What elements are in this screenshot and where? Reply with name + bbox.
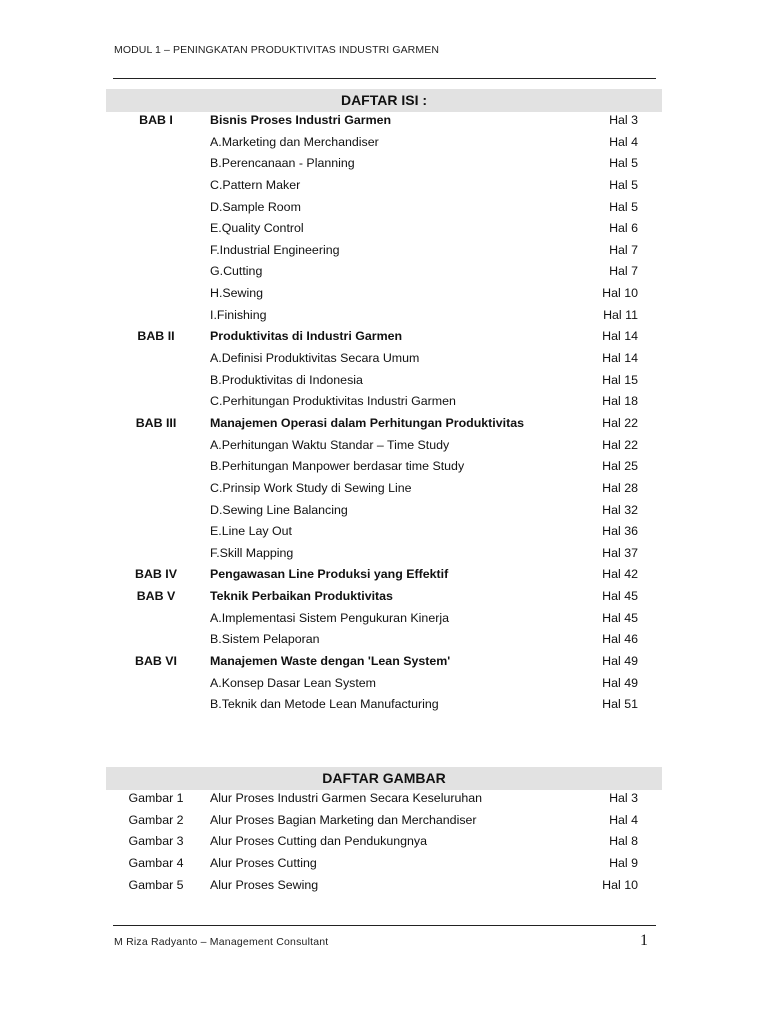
toc-chapter-row[interactable] bbox=[106, 564, 662, 586]
toc-section-row[interactable] bbox=[106, 305, 662, 327]
page-ref: Hal 11 bbox=[603, 307, 638, 322]
header-rule bbox=[113, 78, 656, 79]
page-ref: Hal 25 bbox=[602, 459, 638, 474]
chapter-label: BAB III bbox=[135, 415, 177, 430]
footer-rule bbox=[113, 925, 656, 926]
page-ref: Hal 4 bbox=[609, 812, 638, 827]
figure-title: Alur Proses Cutting dan Pendukungnya bbox=[210, 834, 427, 849]
page-ref: Hal 45 bbox=[602, 610, 638, 625]
toc-section-row[interactable] bbox=[106, 673, 662, 695]
toc-section-row[interactable] bbox=[106, 240, 662, 262]
entry-title: F.Industrial Engineering bbox=[210, 242, 340, 257]
entry-title: B.Produktivitas di Indonesia bbox=[210, 372, 363, 387]
figures-title: DAFTAR GAMBAR bbox=[106, 767, 662, 790]
page-ref: Hal 7 bbox=[609, 242, 638, 257]
page-ref: Hal 49 bbox=[602, 675, 638, 690]
page-ref: Hal 18 bbox=[602, 394, 638, 409]
page-ref: Hal 45 bbox=[602, 589, 638, 604]
page-ref: Hal 10 bbox=[602, 877, 638, 892]
entry-title: Produktivitas di Industri Garmen bbox=[210, 329, 403, 344]
toc-chapter-row[interactable] bbox=[106, 110, 662, 132]
entry-title: G.Cutting bbox=[210, 264, 263, 279]
entry-title: I.Finishing bbox=[210, 307, 267, 322]
entry-title: A.Perhitungan Waktu Standar – Time Study bbox=[210, 437, 450, 452]
chapter-label: BAB I bbox=[139, 113, 173, 127]
figure-label: Gambar 5 bbox=[128, 877, 184, 892]
page-ref: Hal 5 bbox=[609, 156, 638, 171]
toc-section-row[interactable] bbox=[106, 370, 662, 392]
page-ref: Hal 5 bbox=[609, 177, 638, 192]
page-ref: Hal 37 bbox=[602, 545, 638, 560]
entry-title: Pengawasan Line Produksi yang Effektif bbox=[210, 567, 449, 582]
page-ref: Hal 46 bbox=[602, 632, 638, 647]
toc-chapter-row[interactable] bbox=[106, 413, 662, 435]
figure-label: Gambar 2 bbox=[128, 812, 184, 827]
entry-title: E.Line Lay Out bbox=[210, 524, 292, 539]
page-ref: Hal 6 bbox=[609, 221, 638, 236]
page-ref: Hal 36 bbox=[602, 524, 638, 539]
toc-section-row[interactable] bbox=[106, 153, 662, 175]
entry-title: Bisnis Proses Industri Garmen bbox=[210, 113, 392, 127]
chapter-label: BAB II bbox=[137, 329, 175, 344]
toc-section-row[interactable] bbox=[106, 608, 662, 630]
toc-section-row[interactable] bbox=[106, 283, 662, 305]
toc-chapter-row[interactable] bbox=[106, 326, 662, 348]
running-header: MODUL 1 – PENINGKATAN PRODUKTIVITAS INDUSTRI GARMEN bbox=[114, 44, 440, 56]
entry-title: B.Sistem Pelaporan bbox=[210, 632, 320, 647]
entry-title: C.Perhitungan Produktivitas Industri Garmen bbox=[210, 394, 456, 409]
chapter-label: BAB VI bbox=[135, 654, 177, 669]
page-ref: Hal 3 bbox=[609, 791, 638, 805]
page-ref: Hal 49 bbox=[602, 654, 638, 669]
toc-section-row[interactable] bbox=[106, 521, 662, 543]
page-ref: Hal 42 bbox=[602, 567, 638, 582]
page-ref: Hal 4 bbox=[609, 134, 638, 149]
page-ref: Hal 15 bbox=[602, 372, 638, 387]
entry-title: A.Implementasi Sistem Pengukuran Kinerja bbox=[210, 610, 449, 625]
toc-title: DAFTAR ISI : bbox=[106, 89, 662, 112]
toc-section-row[interactable] bbox=[106, 348, 662, 370]
toc-section-row[interactable] bbox=[106, 478, 662, 500]
page-ref: Hal 3 bbox=[609, 113, 638, 127]
toc-list bbox=[106, 110, 662, 716]
toc-section-row[interactable] bbox=[106, 132, 662, 154]
toc-chapter-row[interactable] bbox=[106, 586, 662, 608]
toc-section-row[interactable] bbox=[106, 629, 662, 651]
entry-title: H.Sewing bbox=[210, 286, 264, 301]
page-number: 1 bbox=[640, 932, 648, 949]
page-ref: Hal 14 bbox=[602, 351, 638, 366]
toc-section-row[interactable] bbox=[106, 435, 662, 457]
footer-author: M Riza Radyanto – Management Consultant bbox=[114, 936, 329, 948]
figure-title: Alur Proses Cutting bbox=[210, 855, 317, 870]
page-ref: Hal 28 bbox=[602, 480, 638, 495]
page-ref: Hal 22 bbox=[602, 437, 638, 452]
entry-title: B.Perencanaan - Planning bbox=[210, 156, 355, 171]
figure-title: Alur Proses Bagian Marketing dan Merchandiser bbox=[210, 812, 477, 827]
page-ref: Hal 7 bbox=[609, 264, 638, 279]
figure-row[interactable] bbox=[106, 831, 662, 853]
toc-chapter-row[interactable] bbox=[106, 651, 662, 673]
entry-title: A.Marketing dan Merchandiser bbox=[210, 134, 379, 149]
page-ref: Hal 8 bbox=[609, 834, 638, 849]
toc-section-row[interactable] bbox=[106, 391, 662, 413]
entry-title: C.Pattern Maker bbox=[210, 177, 301, 192]
toc-section-row[interactable] bbox=[106, 543, 662, 565]
page-ref: Hal 51 bbox=[602, 697, 638, 712]
toc-section-row[interactable] bbox=[106, 261, 662, 283]
chapter-label: BAB IV bbox=[135, 567, 177, 582]
figure-row[interactable] bbox=[106, 810, 662, 832]
entry-title: C.Prinsip Work Study di Sewing Line bbox=[210, 480, 412, 495]
toc-section-row[interactable] bbox=[106, 175, 662, 197]
chapter-label: BAB V bbox=[136, 589, 176, 604]
entry-title: Teknik Perbaikan Produktivitas bbox=[210, 589, 393, 604]
entry-title: D.Sewing Line Balancing bbox=[210, 502, 348, 517]
page-ref: Hal 9 bbox=[609, 855, 638, 870]
figure-title: Alur Proses Industri Garmen Secara Keseluruhan bbox=[210, 791, 483, 805]
figure-label: Gambar 3 bbox=[128, 834, 184, 849]
entry-title: F.Skill Mapping bbox=[210, 545, 294, 560]
page-ref: Hal 32 bbox=[602, 502, 638, 517]
toc-section-row[interactable] bbox=[106, 694, 662, 716]
entry-title: A.Definisi Produktivitas Secara Umum bbox=[210, 351, 420, 366]
entry-title: A.Konsep Dasar Lean System bbox=[210, 675, 376, 690]
figure-label: Gambar 1 bbox=[128, 791, 184, 805]
figure-row[interactable] bbox=[106, 788, 662, 810]
entry-title: E.Quality Control bbox=[210, 221, 304, 236]
figure-row[interactable] bbox=[106, 853, 662, 875]
figure-label: Gambar 4 bbox=[128, 855, 184, 870]
toc-section-row[interactable] bbox=[106, 218, 662, 240]
entry-title: Manajemen Waste dengan 'Lean System' bbox=[210, 654, 451, 669]
page-ref: Hal 22 bbox=[602, 415, 638, 430]
toc-section-row[interactable] bbox=[106, 197, 662, 219]
figures-list bbox=[106, 788, 662, 896]
entry-title: D.Sample Room bbox=[210, 199, 301, 214]
entry-title: B.Teknik dan Metode Lean Manufacturing bbox=[210, 697, 439, 712]
entry-title: B.Perhitungan Manpower berdasar time Study bbox=[210, 459, 465, 474]
page-ref: Hal 5 bbox=[609, 199, 638, 214]
page-ref: Hal 14 bbox=[602, 329, 638, 344]
figure-row[interactable] bbox=[106, 875, 662, 897]
page-ref: Hal 10 bbox=[602, 286, 638, 301]
entry-title: Manajemen Operasi dalam Perhitungan Produktivitas bbox=[210, 415, 524, 430]
toc-section-row[interactable] bbox=[106, 456, 662, 478]
figure-title: Alur Proses Sewing bbox=[210, 877, 319, 892]
toc-section-row[interactable] bbox=[106, 500, 662, 522]
